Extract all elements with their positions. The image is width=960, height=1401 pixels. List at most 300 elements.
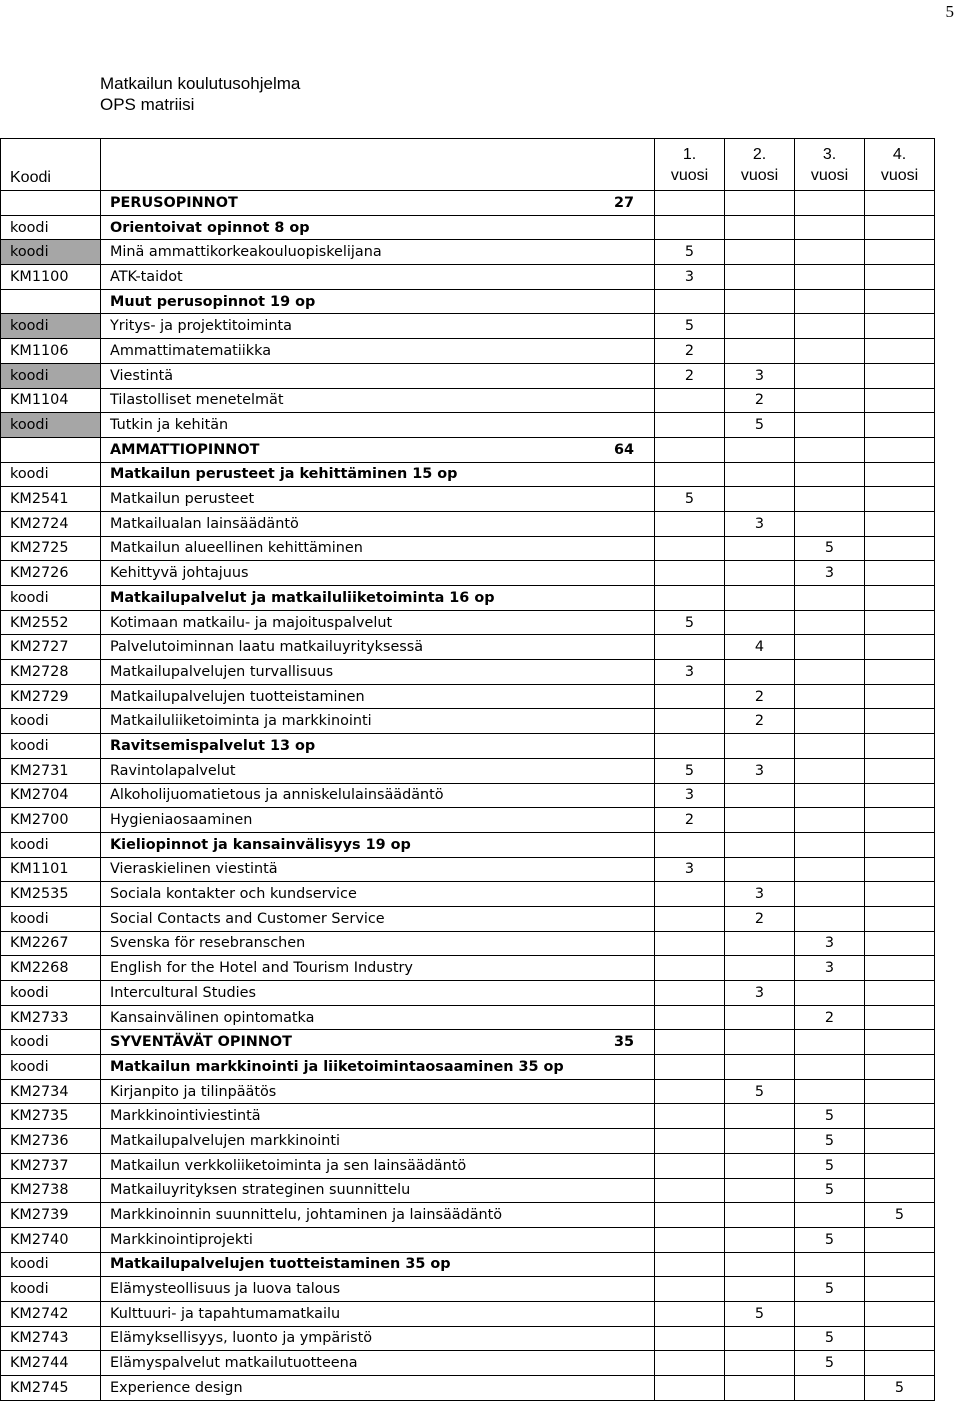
course-code: koodi: [1, 709, 101, 734]
credits-year-1: [655, 511, 725, 536]
course-code: KM2734: [1, 1079, 101, 1104]
course-name-cell: [101, 734, 655, 759]
credits-year-4: [865, 832, 935, 857]
course-code: koodi: [1, 906, 101, 931]
course-name-cell: [101, 758, 655, 783]
course-name: Alkoholijuomatietous ja anniskelulainsäädäntö: [110, 787, 444, 804]
table-row: [1, 437, 935, 462]
credits-year-3: 5: [795, 1227, 865, 1252]
course-name: Matkailuyrityksen strateginen suunnittelu: [110, 1182, 411, 1199]
course-name: Markkinointiviestintä: [110, 1108, 261, 1125]
credits-year-3: 2: [795, 1005, 865, 1030]
credits-year-4: [865, 1301, 935, 1326]
course-name: Elämyksellisyys, luonto ja ympäristö: [110, 1330, 373, 1347]
course-code: KM2745: [1, 1376, 101, 1401]
course-code: KM2736: [1, 1129, 101, 1154]
credits-year-2: [725, 1153, 795, 1178]
credits-year-4: [865, 1030, 935, 1055]
course-name-cell: [101, 1252, 655, 1277]
table-row: [1, 314, 935, 339]
course-name: Kotimaan matkailu- ja majoituspalvelut: [110, 614, 393, 631]
credits-year-2: [725, 1376, 795, 1401]
credits-year-1: [655, 906, 725, 931]
course-name-cell: [101, 1326, 655, 1351]
course-name-cell: [101, 265, 655, 290]
credits-year-2: 5: [725, 1079, 795, 1104]
course-name: Elämyspalvelut matkailutuotteena: [110, 1355, 358, 1372]
credits-year-1: 5: [655, 610, 725, 635]
credits-year-3: [795, 586, 865, 611]
credits-year-1: 3: [655, 660, 725, 685]
credits-year-2: [725, 240, 795, 265]
credits-year-1: [655, 956, 725, 981]
course-code: koodi: [1, 314, 101, 339]
course-name: Ravintolapalvelut: [110, 762, 236, 779]
course-code: KM2738: [1, 1178, 101, 1203]
course-code: KM2724: [1, 511, 101, 536]
credits-year-3: [795, 1376, 865, 1401]
course-name-cell: [101, 1079, 655, 1104]
table-row: [1, 956, 935, 981]
table-header-row: [1, 139, 935, 191]
credits-year-3: [795, 240, 865, 265]
credits-year-4: [865, 314, 935, 339]
credits-year-2: 3: [725, 882, 795, 907]
header-year-2: 2. vuosi: [725, 139, 795, 191]
credits-year-3: 5: [795, 1129, 865, 1154]
header-year-1: 1. vuosi: [655, 139, 725, 191]
course-name-cell: [101, 709, 655, 734]
course-name-cell: [101, 363, 655, 388]
table-row: [1, 363, 935, 388]
credits-year-3: 5: [795, 536, 865, 561]
course-name-cell: [101, 1203, 655, 1228]
credits-year-3: [795, 882, 865, 907]
course-name-cell: [101, 215, 655, 240]
credits-year-2: [725, 1277, 795, 1302]
credits-year-2: [725, 265, 795, 290]
table-row: [1, 289, 935, 314]
table-row: [1, 487, 935, 512]
table-row: [1, 191, 935, 216]
course-name: Matkailualan lainsäädäntö: [110, 515, 299, 532]
credits-year-4: [865, 808, 935, 833]
credits-year-3: [795, 709, 865, 734]
course-code: KM1106: [1, 339, 101, 364]
table-row: [1, 1030, 935, 1055]
course-name: Kulttuuri- ja tapahtumamatkailu: [110, 1305, 341, 1322]
course-name-cell: [101, 413, 655, 438]
table-row: [1, 1178, 935, 1203]
header-code: Koodi: [1, 139, 101, 191]
course-code: KM2733: [1, 1005, 101, 1030]
credits-year-4: [865, 388, 935, 413]
credits-year-1: 3: [655, 783, 725, 808]
credits-year-3: [795, 1079, 865, 1104]
course-name-cell: [101, 956, 655, 981]
course-name: Kehittyvä johtajuus: [110, 565, 249, 582]
credits-year-4: 5: [865, 1376, 935, 1401]
credits-year-1: [655, 1376, 725, 1401]
course-name-cell: [101, 808, 655, 833]
credits-year-4: [865, 956, 935, 981]
credits-year-1: [655, 1203, 725, 1228]
course-name: ATK-taidot: [110, 268, 183, 285]
credits-year-2: [725, 1178, 795, 1203]
credits-year-1: [655, 437, 725, 462]
credits-year-1: [655, 1252, 725, 1277]
credits-year-1: [655, 1351, 725, 1376]
credits-year-3: [795, 511, 865, 536]
table-row: [1, 783, 935, 808]
credits-year-2: [725, 1104, 795, 1129]
header-name: [101, 139, 655, 191]
credits-year-1: [655, 191, 725, 216]
credits-year-2: [725, 1227, 795, 1252]
table-row: [1, 610, 935, 635]
table-row: [1, 586, 935, 611]
credits-year-1: [655, 1030, 725, 1055]
credits-year-3: [795, 610, 865, 635]
credits-year-3: [795, 758, 865, 783]
table-row: [1, 240, 935, 265]
table-row: [1, 1104, 935, 1129]
course-code: KM2704: [1, 783, 101, 808]
course-name: Intercultural Studies: [110, 984, 256, 1001]
credits-year-3: [795, 783, 865, 808]
course-code: KM2739: [1, 1203, 101, 1228]
course-name-cell: [101, 1277, 655, 1302]
credits-year-3: [795, 635, 865, 660]
section-total-credits: 27: [613, 194, 634, 211]
credits-year-3: [795, 215, 865, 240]
table-row: [1, 882, 935, 907]
credits-year-1: 5: [655, 314, 725, 339]
credits-year-2: [725, 808, 795, 833]
credits-year-3: 5: [795, 1178, 865, 1203]
document-title: [100, 73, 300, 115]
course-name: Ravitsemispalvelut 13 op: [110, 737, 316, 754]
course-name: Kirjanpito ja tilinpäätös: [110, 1083, 277, 1100]
table-row: [1, 1079, 935, 1104]
credits-year-4: [865, 487, 935, 512]
section-total-credits: 64: [613, 441, 634, 458]
course-code: koodi: [1, 215, 101, 240]
course-name: Sociala kontakter och kundservice: [110, 886, 357, 903]
credits-year-4: [865, 1104, 935, 1129]
course-code: koodi: [1, 240, 101, 265]
credits-year-3: [795, 388, 865, 413]
credits-year-4: [865, 289, 935, 314]
credits-year-2: [725, 215, 795, 240]
course-name-cell: [101, 882, 655, 907]
header-year-3: 3. vuosi: [795, 139, 865, 191]
table-row: [1, 388, 935, 413]
credits-year-4: [865, 1178, 935, 1203]
credits-year-2: [725, 289, 795, 314]
course-name: Ammattimatematiikka: [110, 342, 272, 359]
course-name-cell: [101, 1178, 655, 1203]
credits-year-1: [655, 1079, 725, 1104]
course-name-cell: [101, 511, 655, 536]
course-code: [1, 437, 101, 462]
course-code: KM2552: [1, 610, 101, 635]
credits-year-1: [655, 1178, 725, 1203]
course-name: Matkailuliiketoiminta ja markkinointi: [110, 713, 372, 730]
course-name-cell: [101, 1153, 655, 1178]
course-code: KM2735: [1, 1104, 101, 1129]
credits-year-4: [865, 561, 935, 586]
course-name-cell: [101, 1301, 655, 1326]
course-name: English for the Hotel and Tourism Industry: [110, 960, 413, 977]
course-name: Yritys- ja projektitoiminta: [110, 318, 292, 335]
table-row: [1, 635, 935, 660]
credits-year-3: 3: [795, 931, 865, 956]
course-code: koodi: [1, 363, 101, 388]
table-row: [1, 1203, 935, 1228]
course-name-cell: [101, 906, 655, 931]
credits-year-2: [725, 610, 795, 635]
credits-year-1: [655, 709, 725, 734]
credits-year-4: [865, 363, 935, 388]
credits-year-2: [725, 586, 795, 611]
credits-year-1: [655, 388, 725, 413]
credits-year-2: 5: [725, 413, 795, 438]
credits-year-4: [865, 240, 935, 265]
course-code: koodi: [1, 1277, 101, 1302]
course-code: KM2743: [1, 1326, 101, 1351]
table-row: [1, 734, 935, 759]
course-name: Kansainvälinen opintomatka: [110, 1009, 315, 1026]
course-code: KM2535: [1, 882, 101, 907]
credits-year-3: 3: [795, 956, 865, 981]
course-code: KM2729: [1, 684, 101, 709]
table-row: [1, 1153, 935, 1178]
table-row: [1, 536, 935, 561]
table-row: [1, 1055, 935, 1080]
credits-year-3: [795, 462, 865, 487]
credits-year-3: [795, 1203, 865, 1228]
course-name: Svenska för resebranschen: [110, 935, 306, 952]
title-line-1: Matkailun koulutusohjelma: [100, 74, 301, 93]
credits-year-1: [655, 536, 725, 561]
credits-year-1: [655, 1129, 725, 1154]
course-name: SYVENTÄVÄT OPINNOT: [110, 1034, 292, 1051]
course-name-cell: [101, 1227, 655, 1252]
table-row: [1, 709, 935, 734]
credits-year-1: 3: [655, 857, 725, 882]
course-name: Matkailun verkkoliiketoiminta ja sen lainsäädäntö: [110, 1157, 467, 1174]
credits-year-2: [725, 314, 795, 339]
course-code: koodi: [1, 1055, 101, 1080]
credits-year-2: [725, 660, 795, 685]
table-row: [1, 660, 935, 685]
credits-year-3: 5: [795, 1104, 865, 1129]
credits-year-1: 5: [655, 487, 725, 512]
credits-year-1: 5: [655, 240, 725, 265]
course-name-cell: [101, 635, 655, 660]
table-row: [1, 1326, 935, 1351]
course-name: Matkailupalvelujen tuotteistaminen 35 op: [110, 1256, 451, 1273]
course-code: KM2725: [1, 536, 101, 561]
credits-year-4: [865, 610, 935, 635]
credits-year-2: 5: [725, 1301, 795, 1326]
title-line-2: OPS matriisi: [100, 95, 195, 114]
section-total-credits: 35: [613, 1034, 634, 1051]
course-name: Matkailun perusteet: [110, 491, 255, 508]
course-name: Matkailun perusteet ja kehittäminen 15 op: [110, 466, 458, 483]
table-row: [1, 1301, 935, 1326]
course-name: Hygieniaosaaminen: [110, 812, 253, 829]
course-name-cell: [101, 660, 655, 685]
credits-year-4: [865, 462, 935, 487]
course-code: KM1101: [1, 857, 101, 882]
credits-year-4: [865, 215, 935, 240]
course-name: Muut perusopinnot 19 op: [110, 293, 316, 310]
credits-year-2: [725, 783, 795, 808]
course-name-cell: [101, 981, 655, 1006]
credits-year-4: [865, 1005, 935, 1030]
credits-year-4: [865, 1227, 935, 1252]
course-name: Kieliopinnot ja kansainvälisyys 19 op: [110, 836, 411, 853]
course-name: Social Contacts and Customer Service: [110, 910, 385, 927]
credits-year-2: 2: [725, 709, 795, 734]
course-name: Orientoivat opinnot 8 op: [110, 219, 310, 236]
course-name-cell: [101, 1129, 655, 1154]
credits-year-1: [655, 882, 725, 907]
course-code: KM2740: [1, 1227, 101, 1252]
credits-year-3: [795, 808, 865, 833]
course-name-cell: [101, 783, 655, 808]
credits-year-3: 5: [795, 1277, 865, 1302]
credits-year-1: [655, 1153, 725, 1178]
credits-year-4: [865, 981, 935, 1006]
credits-year-4: [865, 1129, 935, 1154]
course-name: Matkailupalvelujen tuotteistaminen: [110, 688, 365, 705]
course-name-cell: [101, 1376, 655, 1401]
course-name-cell: [101, 832, 655, 857]
credits-year-2: [725, 1030, 795, 1055]
credits-year-3: [795, 339, 865, 364]
table-row: [1, 561, 935, 586]
credits-year-4: [865, 1277, 935, 1302]
credits-year-1: [655, 635, 725, 660]
table-row: [1, 981, 935, 1006]
course-code: koodi: [1, 981, 101, 1006]
credits-year-4: [865, 1055, 935, 1080]
credits-year-3: [795, 832, 865, 857]
course-name: Matkailupalvelujen markkinointi: [110, 1132, 340, 1149]
course-code: KM2541: [1, 487, 101, 512]
credits-year-2: [725, 536, 795, 561]
course-code: KM1100: [1, 265, 101, 290]
credits-year-1: [655, 981, 725, 1006]
credits-year-4: [865, 536, 935, 561]
credits-year-1: [655, 1301, 725, 1326]
course-name: Tutkin ja kehitän: [110, 417, 229, 434]
course-code: koodi: [1, 462, 101, 487]
credits-year-3: [795, 1252, 865, 1277]
table-row: [1, 931, 935, 956]
credits-year-2: [725, 1129, 795, 1154]
credits-year-4: [865, 1079, 935, 1104]
credits-year-1: [655, 1326, 725, 1351]
credits-year-4: [865, 1326, 935, 1351]
table-row: [1, 1376, 935, 1401]
credits-year-2: [725, 1055, 795, 1080]
credits-year-4: [865, 1351, 935, 1376]
course-code: KM2742: [1, 1301, 101, 1326]
credits-year-2: [725, 734, 795, 759]
credits-year-4: [865, 437, 935, 462]
table-row: [1, 462, 935, 487]
course-name: Matkailupalvelujen turvallisuus: [110, 663, 334, 680]
credits-year-1: [655, 832, 725, 857]
credits-year-2: 4: [725, 635, 795, 660]
credits-year-4: [865, 635, 935, 660]
course-name-cell: [101, 191, 655, 216]
credits-year-4: [865, 413, 935, 438]
header-year-4: 4. vuosi: [865, 139, 935, 191]
credits-year-3: [795, 906, 865, 931]
course-code: KM2727: [1, 635, 101, 660]
course-name: Matkailun alueellinen kehittäminen: [110, 540, 363, 557]
page-number: 5: [945, 2, 954, 21]
credits-year-3: [795, 1301, 865, 1326]
credits-year-4: [865, 709, 935, 734]
credits-year-4: [865, 339, 935, 364]
credits-year-3: [795, 437, 865, 462]
course-name-cell: [101, 462, 655, 487]
credits-year-3: 3: [795, 561, 865, 586]
credits-year-2: [725, 487, 795, 512]
credits-year-1: [655, 734, 725, 759]
course-name-cell: [101, 388, 655, 413]
credits-year-2: [725, 931, 795, 956]
course-code: koodi: [1, 1030, 101, 1055]
credits-year-2: [725, 832, 795, 857]
credits-year-1: 5: [655, 758, 725, 783]
credits-year-3: [795, 734, 865, 759]
credits-year-2: [725, 1351, 795, 1376]
course-code: koodi: [1, 734, 101, 759]
course-name: Matkailupalvelut ja matkailuliiketoiminta 16 op: [110, 589, 495, 606]
credits-year-4: [865, 191, 935, 216]
course-code: KM2726: [1, 561, 101, 586]
course-name-cell: [101, 487, 655, 512]
credits-year-4: [865, 758, 935, 783]
credits-year-2: 2: [725, 388, 795, 413]
credits-year-2: [725, 956, 795, 981]
table-row: [1, 1227, 935, 1252]
course-name-cell: [101, 1055, 655, 1080]
course-name-cell: [101, 610, 655, 635]
credits-year-2: 3: [725, 363, 795, 388]
course-name: Minä ammattikorkeakouluopiskelijana: [110, 244, 382, 261]
table-row: [1, 265, 935, 290]
credits-year-4: [865, 265, 935, 290]
credits-year-3: [795, 487, 865, 512]
course-name: Viestintä: [110, 367, 174, 384]
credits-year-3: [795, 1030, 865, 1055]
course-name: Elämysteollisuus ja luova talous: [110, 1281, 341, 1298]
course-name: AMMATTIOPINNOT: [110, 441, 260, 458]
table-row: [1, 906, 935, 931]
course-code: KM2731: [1, 758, 101, 783]
credits-year-4: [865, 857, 935, 882]
course-name: Matkailun markkinointi ja liiketoimintaosaaminen 35 op: [110, 1058, 564, 1075]
credits-year-3: [795, 857, 865, 882]
